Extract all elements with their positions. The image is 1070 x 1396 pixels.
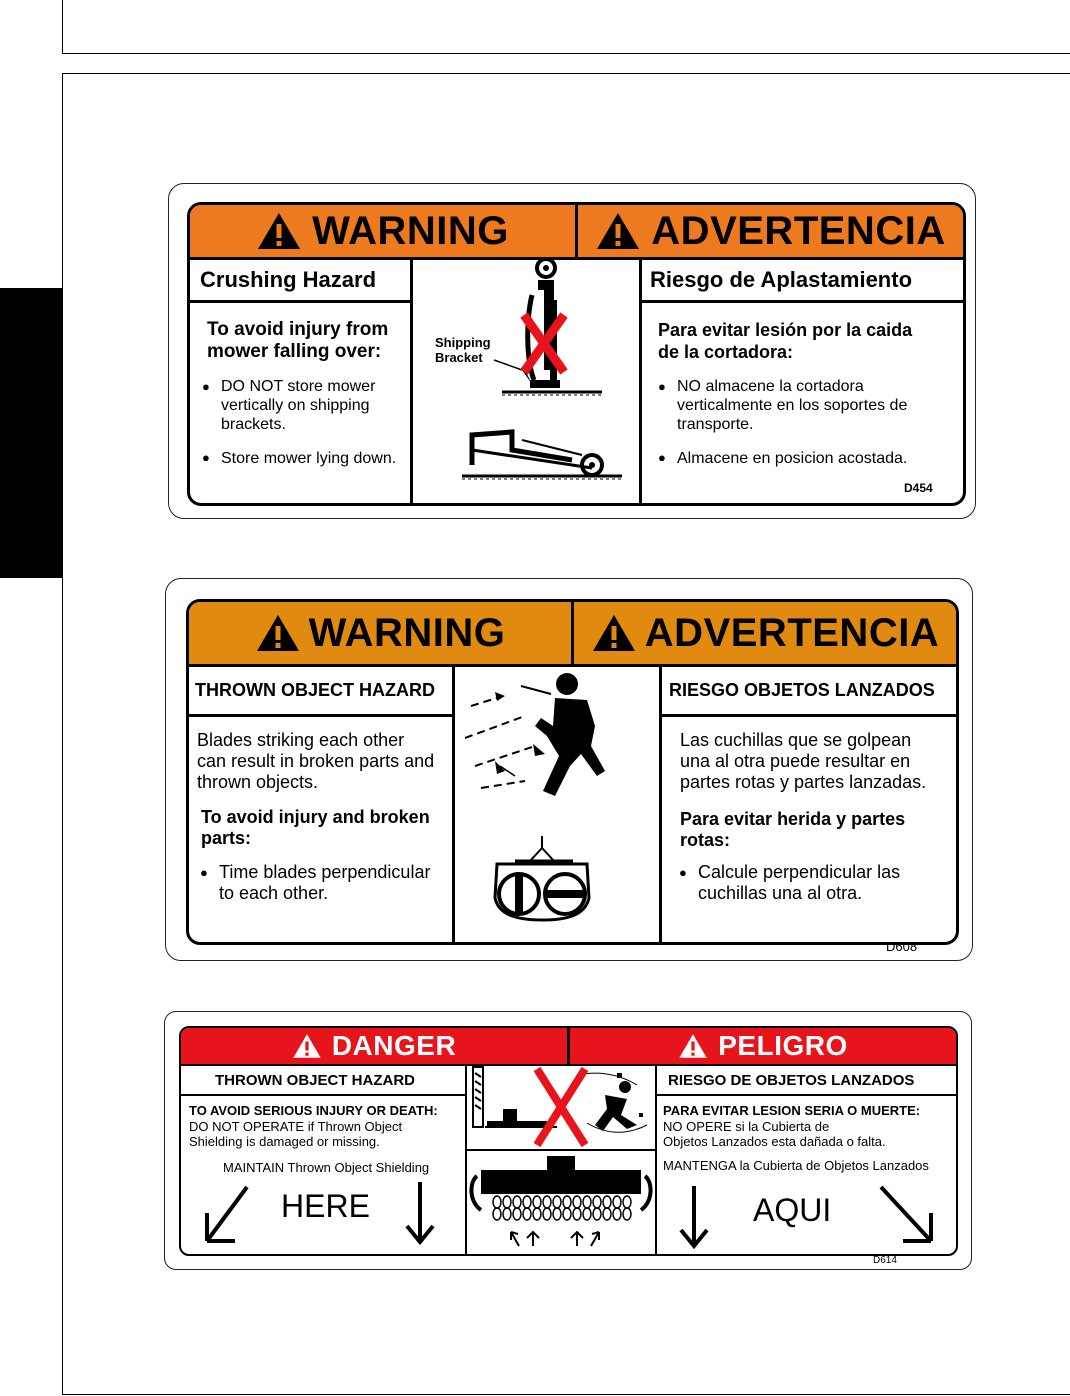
en-bullet-2: ● Store mower lying down. <box>221 450 396 468</box>
decal-d454-panel <box>187 202 966 506</box>
en-sub: To avoid injury and broken parts: <box>201 807 430 848</box>
arrow-down-right-icon <box>877 1183 937 1249</box>
peligro-cell <box>567 1028 956 1064</box>
divider <box>661 714 956 717</box>
decal-d454 <box>168 183 976 519</box>
section-side-tab <box>0 288 63 578</box>
warning-triangle-icon <box>292 1033 322 1059</box>
decal-d608 <box>165 578 973 961</box>
en-title: Crushing Hazard <box>200 267 377 292</box>
danger-cell <box>181 1028 567 1064</box>
advertencia-label: ADVERTENCIA <box>644 610 940 655</box>
en-bullet-1: ● DO NOT store mower vertically on shipping brackets. <box>221 377 375 434</box>
en-title: THROWN OBJECT HAZARD <box>215 1072 415 1089</box>
es-body: Las cuchillas que se golpean una al otra puede resultar en partes rotas y partes lanzadas. <box>680 730 927 792</box>
decal-code: D454 <box>904 481 933 495</box>
es-head: PARA EVITAR LESION SERIA O MUERTE: <box>663 1103 921 1118</box>
divider <box>189 714 452 717</box>
advertencia-cell <box>575 205 963 257</box>
divider <box>467 1149 655 1151</box>
aqui-label: AQUI <box>753 1192 832 1228</box>
advertencia-label: ADVERTENCIA <box>651 208 946 253</box>
warning-triangle-icon <box>256 211 302 251</box>
warning-cell <box>189 602 571 664</box>
es-maintain: MANTENGA la Cubierta de Objetos Lanzados <box>663 1158 929 1173</box>
here-label: HERE <box>281 1188 370 1224</box>
thrown-object-illustration <box>455 666 660 941</box>
arrow-down-icon <box>405 1180 435 1248</box>
es-sub: Para evitar herida y partes rotas: <box>680 809 906 850</box>
divider <box>190 300 410 303</box>
warning-bar <box>190 205 963 260</box>
es-body: NO OPERE si la Cubierta de Objetos Lanzados esta dañada o falta. <box>663 1119 886 1149</box>
es-bullet-1: ● NO almacene la cortadora verticalmente en los soportes de transporte. <box>677 377 907 434</box>
en-title: THROWN OBJECT HAZARD <box>195 680 435 700</box>
warning-bar <box>189 602 956 667</box>
divider <box>657 1094 956 1096</box>
mower-storage-illustration <box>412 260 642 500</box>
divider <box>181 1094 465 1096</box>
warning-triangle-icon <box>595 211 641 251</box>
warning-triangle-icon <box>591 613 637 653</box>
thrown-object-danger-illustration <box>467 1065 655 1149</box>
peligro-label: PELIGRO <box>718 1030 848 1061</box>
divider <box>641 300 963 303</box>
decal-d608-panel <box>186 599 959 945</box>
en-intro: To avoid injury from mower falling over: <box>207 319 389 362</box>
warning-triangle-icon <box>678 1033 708 1059</box>
es-intro: Para evitar lesión por la caida de la cortadora: <box>658 320 913 362</box>
decal-code: D614 <box>873 1255 897 1266</box>
warning-label: WARNING <box>308 610 506 655</box>
decal-d614-panel <box>179 1026 958 1256</box>
shielding-illustration <box>467 1152 655 1252</box>
es-bullet-2: ● Almacene en posicion acostada. <box>677 450 907 468</box>
en-body: Blades striking each other can result in broken parts and thrown objects. <box>197 730 435 792</box>
shipping-bracket-callout: Shipping Bracket <box>435 335 491 365</box>
en-maintain: MAINTAIN Thrown Object Shielding <box>223 1160 430 1175</box>
en-head: TO AVOID SERIOUS INJURY OR DEATH: <box>189 1103 438 1118</box>
advertencia-cell <box>571 602 956 664</box>
warning-label: WARNING <box>312 208 509 253</box>
en-bullet: ● Time blades perpendicular to each other. <box>219 862 430 904</box>
es-title: RIESGO DE OBJETOS LANZADOS <box>668 1072 915 1089</box>
divider <box>655 1064 657 1254</box>
decal-d614 <box>164 1011 972 1270</box>
es-bullet: ● Calcule perpendicular las cuchillas una al otra. <box>698 862 900 904</box>
warning-triangle-icon <box>255 613 301 653</box>
es-title: RIESGO OBJETOS LANZADOS <box>669 680 935 700</box>
arrow-down-left-icon <box>201 1183 251 1249</box>
arrow-down-icon <box>679 1184 709 1252</box>
danger-bar <box>181 1028 956 1066</box>
en-body: DO NOT OPERATE if Thrown Object Shielding is damaged or missing. <box>189 1119 403 1149</box>
es-title: Riesgo de Aplastamiento <box>650 267 913 292</box>
danger-label: DANGER <box>331 1030 457 1061</box>
page-header-box <box>62 0 1070 54</box>
warning-cell <box>190 205 575 257</box>
decal-code: D608 <box>886 939 918 954</box>
